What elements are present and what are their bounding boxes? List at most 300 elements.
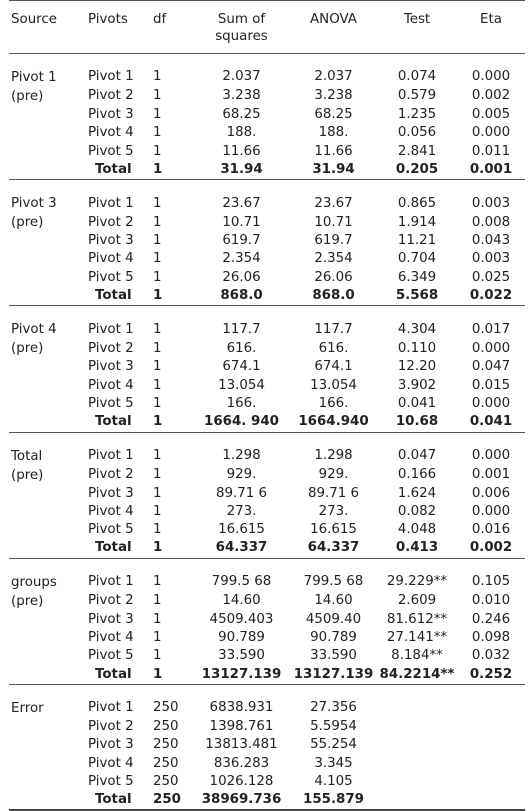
pivot-cell: Pivot 3 bbox=[88, 359, 134, 375]
df-cell: 1 bbox=[153, 233, 162, 249]
df-cell: 1 bbox=[153, 107, 162, 122]
test-cell: 12.20 bbox=[397, 359, 437, 375]
test-cell: 6.349 bbox=[397, 269, 437, 285]
df-cell: 1 bbox=[153, 359, 162, 375]
eta-cell: 0.041 bbox=[457, 413, 525, 432]
df-cell: 1 bbox=[153, 574, 162, 590]
eta-cell: 0.015 bbox=[471, 377, 511, 393]
eta-cell: 0.003 bbox=[471, 195, 511, 211]
test-cell bbox=[377, 718, 457, 736]
source-cell bbox=[9, 736, 85, 754]
anova-cell: 4509.40 bbox=[305, 611, 362, 627]
test-cell bbox=[377, 736, 457, 754]
df-cell: 1 bbox=[149, 287, 193, 306]
df-cell: 250 bbox=[153, 737, 179, 753]
sum-of-squares-cell: 799.5 68 bbox=[211, 574, 272, 590]
test-cell: 0.110 bbox=[397, 340, 437, 356]
header-row bbox=[9, 1, 525, 54]
eta-cell: 0.001 bbox=[471, 466, 511, 482]
sum-of-squares-cell: 16.615 bbox=[218, 522, 265, 538]
test-cell: 4.048 bbox=[397, 522, 437, 538]
df-cell: 1 bbox=[153, 522, 162, 538]
anova-cell: 14.60 bbox=[314, 593, 353, 609]
df-cell: 1 bbox=[149, 413, 193, 432]
source-cell bbox=[9, 629, 85, 647]
table-row bbox=[9, 250, 525, 268]
pivot-cell: Pivot 1 bbox=[88, 700, 134, 716]
header-ss-line2: squares bbox=[215, 29, 268, 44]
anova-cell: 5.5954 bbox=[310, 718, 357, 734]
anova-cell: 4.105 bbox=[314, 773, 353, 789]
table-row bbox=[9, 558, 525, 592]
df-cell: 1 bbox=[153, 503, 162, 519]
test-cell: 0.082 bbox=[397, 503, 437, 519]
table-row bbox=[9, 755, 525, 773]
sum-of-squares-cell: 14.60 bbox=[222, 593, 261, 609]
pivot-cell: Pivot 3 bbox=[88, 485, 134, 501]
table-body bbox=[9, 54, 525, 811]
df-cell: 1 bbox=[153, 593, 162, 609]
table-row bbox=[9, 87, 525, 106]
df-cell: 1 bbox=[153, 447, 162, 463]
eta-cell: 0.001 bbox=[457, 161, 525, 180]
source-cell: Pivot 3 bbox=[11, 196, 57, 212]
sum-of-squares-cell: 619.7 bbox=[222, 233, 261, 249]
table-row bbox=[9, 287, 525, 306]
pivot-cell: Pivot 4 bbox=[88, 630, 134, 646]
source-cell bbox=[9, 718, 85, 736]
pivot-cell: Pivot 3 bbox=[88, 611, 134, 627]
sum-of-squares-cell: 1664. 940 bbox=[193, 413, 290, 432]
anova-cell: 68.25 bbox=[314, 107, 353, 122]
source-cell bbox=[9, 503, 85, 521]
header-pivots: Pivots bbox=[85, 1, 149, 54]
df-cell: 250 bbox=[149, 791, 193, 810]
source-cell bbox=[9, 791, 85, 810]
anova-cell: 90.789 bbox=[310, 630, 357, 646]
pivot-cell: Pivot 1 bbox=[88, 195, 134, 211]
sum-of-squares-cell: 117.7 bbox=[222, 321, 261, 337]
sum-of-squares-cell: 6838.931 bbox=[209, 700, 274, 716]
pivot-cell: Pivot 2 bbox=[88, 466, 134, 482]
eta-cell: 0.006 bbox=[471, 485, 511, 501]
eta-cell bbox=[457, 736, 525, 754]
test-cell: 0.413 bbox=[377, 539, 457, 558]
eta-cell: 0.017 bbox=[471, 321, 511, 337]
test-cell: 0.047 bbox=[397, 447, 437, 463]
sum-of-squares-cell: 31.94 bbox=[193, 161, 290, 180]
sum-of-squares-cell: 188. bbox=[226, 125, 257, 141]
sum-of-squares-cell: 64.337 bbox=[193, 539, 290, 558]
table-row bbox=[9, 611, 525, 629]
source-cell: Error bbox=[11, 700, 44, 716]
table-row bbox=[9, 180, 525, 214]
table-row bbox=[9, 592, 525, 611]
pivot-cell: Pivot 1 bbox=[88, 574, 134, 590]
table-row bbox=[9, 736, 525, 754]
source-cell bbox=[9, 106, 85, 124]
source-cell: Pivot 1 bbox=[11, 70, 57, 85]
sum-of-squares-cell: 3.238 bbox=[222, 88, 261, 104]
sum-of-squares-cell: 13.054 bbox=[218, 377, 265, 393]
df-cell: 1 bbox=[153, 321, 162, 337]
anova-cell: 2.354 bbox=[314, 251, 353, 267]
source-cell bbox=[9, 611, 85, 629]
sum-of-squares-cell: 4509.403 bbox=[209, 611, 274, 627]
sum-of-squares-cell: 929. bbox=[226, 466, 257, 482]
eta-cell: 0.105 bbox=[471, 574, 511, 590]
eta-cell: 0.002 bbox=[471, 88, 511, 104]
table-row bbox=[9, 647, 525, 665]
test-cell: 0.205 bbox=[377, 161, 457, 180]
anova-cell: 23.67 bbox=[314, 195, 353, 211]
test-cell: 0.056 bbox=[397, 125, 437, 141]
pivot-cell: Total bbox=[85, 287, 149, 306]
pivot-cell: Pivot 2 bbox=[88, 718, 134, 734]
eta-cell bbox=[457, 684, 525, 718]
test-cell: 2.609 bbox=[397, 593, 437, 609]
test-cell: 10.68 bbox=[377, 413, 457, 432]
source-cell: (pre) bbox=[11, 215, 44, 231]
anova-cell: 1.298 bbox=[314, 447, 353, 463]
pivot-cell: Pivot 5 bbox=[88, 648, 134, 664]
anova-cell: 13127.139 bbox=[290, 666, 377, 685]
source-cell bbox=[9, 358, 85, 376]
pivot-cell: Pivot 4 bbox=[88, 377, 134, 393]
df-cell: 1 bbox=[149, 539, 193, 558]
source-cell bbox=[9, 773, 85, 791]
table-row bbox=[9, 213, 525, 232]
eta-cell bbox=[457, 718, 525, 736]
table-row bbox=[9, 413, 525, 432]
table-row bbox=[9, 161, 525, 180]
source-cell bbox=[9, 287, 85, 306]
eta-cell: 0.000 bbox=[471, 340, 511, 356]
eta-cell: 0.000 bbox=[471, 69, 511, 85]
table-row bbox=[9, 773, 525, 791]
table-row bbox=[9, 485, 525, 503]
pivot-cell: Pivot 3 bbox=[88, 233, 134, 249]
table-row bbox=[9, 339, 525, 358]
sum-of-squares-cell: 89.71 6 bbox=[215, 485, 268, 501]
table-row bbox=[9, 629, 525, 647]
eta-cell: 0.047 bbox=[471, 359, 511, 375]
anova-cell: 10.71 bbox=[314, 214, 353, 230]
sum-of-squares-cell: 68.25 bbox=[222, 107, 261, 122]
pivot-cell: Pivot 5 bbox=[88, 773, 134, 789]
sum-of-squares-cell: 836.283 bbox=[213, 755, 270, 771]
test-cell: 81.612** bbox=[386, 611, 448, 627]
pivot-cell: Pivot 4 bbox=[88, 251, 134, 267]
source-cell bbox=[9, 250, 85, 268]
anova-cell: 26.06 bbox=[314, 269, 353, 285]
sum-of-squares-cell: 2.354 bbox=[222, 251, 261, 267]
source-cell bbox=[9, 232, 85, 250]
eta-cell: 0.246 bbox=[471, 611, 511, 627]
df-cell: 1 bbox=[153, 69, 162, 85]
anova-cell: 1664.940 bbox=[290, 413, 377, 432]
source-cell bbox=[9, 395, 85, 413]
eta-cell: 0.032 bbox=[471, 648, 511, 664]
anova-cell: 31.94 bbox=[290, 161, 377, 180]
test-cell: 11.21 bbox=[397, 233, 437, 249]
anova-cell: 89.71 6 bbox=[307, 485, 360, 501]
table-row bbox=[9, 306, 525, 340]
source-cell bbox=[9, 755, 85, 773]
header-sum-of-squares bbox=[193, 1, 290, 54]
sum-of-squares-cell: 273. bbox=[226, 503, 257, 519]
test-cell: 2.841 bbox=[397, 143, 437, 159]
df-cell: 1 bbox=[153, 251, 162, 267]
anova-cell: 273. bbox=[318, 503, 349, 519]
test-cell: 1.624 bbox=[397, 485, 437, 501]
df-cell: 1 bbox=[149, 666, 193, 685]
table-row bbox=[9, 395, 525, 413]
pivot-cell: Pivot 4 bbox=[88, 503, 134, 519]
pivot-cell: Pivot 3 bbox=[88, 107, 134, 122]
header-test: Test bbox=[377, 1, 457, 54]
test-cell: 1.235 bbox=[397, 107, 437, 122]
table-row bbox=[9, 124, 525, 142]
df-cell: 1 bbox=[153, 143, 162, 159]
test-cell bbox=[377, 773, 457, 791]
anova-cell: 3.238 bbox=[314, 88, 353, 104]
table-row bbox=[9, 684, 525, 718]
anova-cell: 64.337 bbox=[290, 539, 377, 558]
df-cell: 1 bbox=[153, 195, 162, 211]
sum-of-squares-cell: 1026.128 bbox=[209, 773, 274, 789]
pivot-cell: Total bbox=[85, 791, 149, 810]
header-source: Source bbox=[9, 1, 85, 54]
table-row bbox=[9, 503, 525, 521]
table-row bbox=[9, 358, 525, 376]
test-cell: 4.304 bbox=[397, 321, 437, 337]
pivot-cell: Pivot 4 bbox=[88, 755, 134, 771]
eta-cell: 0.043 bbox=[471, 233, 511, 249]
anova-cell: 166. bbox=[318, 395, 349, 411]
source-cell: (pre) bbox=[11, 89, 44, 104]
pivot-cell: Total bbox=[85, 666, 149, 685]
eta-cell: 0.022 bbox=[457, 287, 525, 306]
anova-cell: 188. bbox=[318, 125, 349, 141]
source-cell bbox=[9, 161, 85, 180]
sum-of-squares-cell: 1398.761 bbox=[209, 718, 274, 734]
sum-of-squares-cell: 23.67 bbox=[222, 195, 261, 211]
pivot-cell: Pivot 2 bbox=[88, 593, 134, 609]
anova-table bbox=[9, 0, 525, 811]
source-cell: (pre) bbox=[11, 593, 44, 609]
pivot-cell: Pivot 1 bbox=[88, 321, 134, 337]
table-row bbox=[9, 269, 525, 287]
test-cell: 29.229** bbox=[386, 574, 448, 590]
sum-of-squares-cell: 616. bbox=[226, 340, 257, 356]
anova-cell: 155.879 bbox=[290, 791, 377, 810]
table-row bbox=[9, 521, 525, 539]
source-cell: groups bbox=[11, 574, 57, 590]
sum-of-squares-cell: 13127.139 bbox=[193, 666, 290, 685]
source-cell bbox=[9, 377, 85, 395]
source-cell bbox=[9, 124, 85, 142]
table-row bbox=[9, 106, 525, 124]
test-cell: 0.166 bbox=[397, 466, 437, 482]
anova-cell: 3.345 bbox=[314, 755, 353, 771]
df-cell: 1 bbox=[153, 214, 162, 230]
df-cell: 250 bbox=[153, 773, 179, 789]
eta-cell: 0.000 bbox=[471, 125, 511, 141]
anova-cell: 117.7 bbox=[314, 321, 353, 337]
eta-cell: 0.000 bbox=[471, 395, 511, 411]
pivot-cell: Pivot 1 bbox=[88, 69, 134, 85]
test-cell: 27.141** bbox=[386, 630, 448, 646]
source-cell bbox=[9, 666, 85, 685]
test-cell: 3.902 bbox=[397, 377, 437, 393]
pivot-cell: Pivot 2 bbox=[88, 340, 134, 356]
df-cell: 250 bbox=[153, 755, 179, 771]
eta-cell: 0.010 bbox=[471, 593, 511, 609]
df-cell: 1 bbox=[153, 125, 162, 141]
source-cell bbox=[9, 143, 85, 161]
eta-cell: 0.002 bbox=[457, 539, 525, 558]
pivot-cell: Pivot 5 bbox=[88, 269, 134, 285]
header-ss-line1: Sum of bbox=[217, 12, 266, 27]
source-cell bbox=[9, 647, 85, 665]
pivot-cell: Pivot 5 bbox=[88, 143, 134, 159]
eta-cell: 0.003 bbox=[471, 251, 511, 267]
sum-of-squares-cell: 166. bbox=[226, 395, 257, 411]
sum-of-squares-cell: 2.037 bbox=[222, 69, 261, 85]
df-cell: 250 bbox=[153, 718, 179, 734]
eta-cell: 0.008 bbox=[471, 214, 511, 230]
eta-cell: 0.005 bbox=[471, 107, 511, 122]
test-cell: 0.865 bbox=[397, 195, 437, 211]
table-row bbox=[9, 377, 525, 395]
table-row bbox=[9, 143, 525, 161]
sum-of-squares-cell: 10.71 bbox=[222, 214, 261, 230]
df-cell: 1 bbox=[153, 377, 162, 393]
pivot-cell: Pivot 1 bbox=[88, 447, 134, 463]
df-cell: 1 bbox=[153, 485, 162, 501]
test-cell bbox=[377, 684, 457, 718]
pivot-cell: Total bbox=[85, 539, 149, 558]
test-cell: 0.579 bbox=[397, 88, 437, 104]
anova-cell: 929. bbox=[318, 466, 349, 482]
test-cell: 8.184** bbox=[391, 648, 443, 664]
table-row bbox=[9, 718, 525, 736]
table-row bbox=[9, 466, 525, 485]
df-cell: 1 bbox=[153, 269, 162, 285]
sum-of-squares-cell: 33.590 bbox=[218, 648, 265, 664]
pivot-cell: Pivot 2 bbox=[88, 214, 134, 230]
eta-cell: 0.000 bbox=[471, 447, 511, 463]
header-df: df bbox=[149, 1, 193, 54]
eta-cell: 0.011 bbox=[471, 143, 511, 159]
eta-cell bbox=[457, 773, 525, 791]
pivot-cell: Pivot 4 bbox=[88, 125, 134, 141]
df-cell: 1 bbox=[153, 395, 162, 411]
table-row bbox=[9, 54, 525, 88]
table-row bbox=[9, 666, 525, 685]
table-row bbox=[9, 232, 525, 250]
anova-cell: 674.1 bbox=[314, 359, 353, 375]
source-cell: Total bbox=[11, 448, 43, 464]
df-cell: 1 bbox=[153, 648, 162, 664]
df-cell: 1 bbox=[153, 630, 162, 646]
sum-of-squares-cell: 868.0 bbox=[193, 287, 290, 306]
table-row bbox=[9, 539, 525, 558]
eta-cell bbox=[457, 755, 525, 773]
anova-cell: 11.66 bbox=[314, 143, 353, 159]
anova-cell: 33.590 bbox=[310, 648, 357, 664]
source-cell: (pre) bbox=[11, 341, 44, 357]
anova-cell: 799.5 68 bbox=[303, 574, 364, 590]
df-cell: 1 bbox=[153, 340, 162, 356]
header-eta: Eta bbox=[457, 1, 525, 54]
sum-of-squares-cell: 1.298 bbox=[222, 447, 261, 463]
sum-of-squares-cell: 11.66 bbox=[222, 143, 261, 159]
sum-of-squares-cell: 90.789 bbox=[218, 630, 265, 646]
pivot-cell: Pivot 5 bbox=[88, 395, 134, 411]
test-cell bbox=[377, 791, 457, 810]
pivot-cell: Total bbox=[85, 413, 149, 432]
anova-cell: 616. bbox=[318, 340, 349, 356]
source-cell bbox=[9, 413, 85, 432]
header-anova: ANOVA bbox=[290, 1, 377, 54]
eta-cell: 0.252 bbox=[457, 666, 525, 685]
test-cell: 0.704 bbox=[397, 251, 437, 267]
test-cell: 84.2214** bbox=[377, 666, 457, 685]
table-row bbox=[9, 432, 525, 466]
sum-of-squares-cell: 674.1 bbox=[222, 359, 261, 375]
source-cell bbox=[9, 539, 85, 558]
anova-cell: 868.0 bbox=[290, 287, 377, 306]
eta-cell: 0.000 bbox=[471, 503, 511, 519]
pivot-cell: Pivot 3 bbox=[88, 737, 134, 753]
source-cell bbox=[9, 485, 85, 503]
test-cell: 1.914 bbox=[397, 214, 437, 230]
sum-of-squares-cell: 26.06 bbox=[222, 269, 261, 285]
eta-cell: 0.016 bbox=[471, 522, 511, 538]
test-cell: 0.041 bbox=[397, 395, 437, 411]
df-cell: 1 bbox=[149, 161, 193, 180]
pivot-cell: Pivot 2 bbox=[88, 88, 134, 104]
anova-cell: 16.615 bbox=[310, 522, 357, 538]
anova-cell: 2.037 bbox=[314, 69, 353, 85]
pivot-cell: Pivot 5 bbox=[88, 522, 134, 538]
anova-cell: 55.254 bbox=[310, 737, 357, 753]
df-cell: 1 bbox=[153, 611, 162, 627]
source-cell bbox=[9, 269, 85, 287]
df-cell: 1 bbox=[153, 88, 162, 104]
anova-cell: 13.054 bbox=[310, 377, 357, 393]
source-cell: (pre) bbox=[11, 467, 44, 483]
table-row bbox=[9, 791, 525, 810]
eta-cell: 0.098 bbox=[471, 630, 511, 646]
source-cell bbox=[9, 521, 85, 539]
test-cell: 0.074 bbox=[397, 69, 437, 85]
pivot-cell: Total bbox=[85, 161, 149, 180]
anova-cell: 27.356 bbox=[310, 700, 357, 716]
source-cell: Pivot 4 bbox=[11, 322, 57, 338]
eta-cell bbox=[457, 791, 525, 810]
test-cell: 5.568 bbox=[377, 287, 457, 306]
sum-of-squares-cell: 13813.481 bbox=[205, 737, 278, 753]
eta-cell: 0.025 bbox=[471, 269, 511, 285]
df-cell: 1 bbox=[153, 466, 162, 482]
anova-cell: 619.7 bbox=[314, 233, 353, 249]
sum-of-squares-cell: 38969.736 bbox=[193, 791, 290, 810]
test-cell bbox=[377, 755, 457, 773]
df-cell: 250 bbox=[153, 700, 179, 716]
